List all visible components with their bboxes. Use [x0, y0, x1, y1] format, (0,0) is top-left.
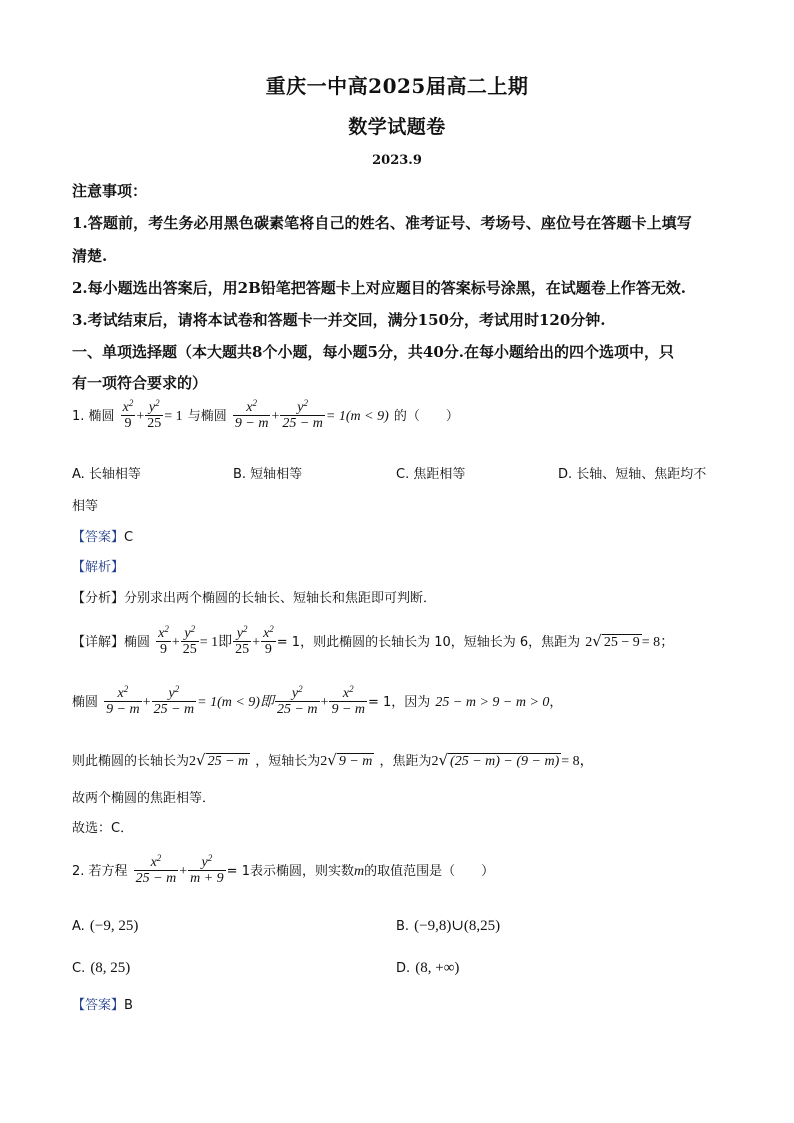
notes-heading: 注意事项： [72, 182, 148, 200]
note-2: 2.每小题选出答案后，用2B铅笔把答题卡上对应题目的答案标号涂黑，在试题卷上作答无效. [72, 279, 687, 297]
q1-detail-line-2: 椭圆 $\frac{x^2}{9 - m}$ + $\frac{y^2}{25 - m}$ = 1(m < 9)即 $\frac{y^2}{25 - m}$ + $\frac{x^2}{9 - m}$ = 1，因为 25 − m > 9 − m > 0， [72, 684, 563, 717]
fraction: $\frac{y^2}{25}$ [235, 624, 250, 657]
exam-date: 2023.9 [372, 153, 422, 168]
q1-conclusion: 故两个椭圆的焦距相等． [72, 791, 216, 806]
q1-detail-line-1: 【详解】椭圆 $\frac{x^2}{9}$ + $\frac{y^2}{25}$ = 1即 $\frac{y^2}{25}$ + $\frac{x^2}{9}$ = 1，则此椭圆的长轴长为 10，短轴长为 6，焦距为 2√ 25 − 9 = 8； [72, 624, 675, 657]
fraction: $\frac{x^2}{9 - m}$ [106, 684, 140, 717]
fraction: $\frac{y^2}{m + 9}$ [190, 853, 224, 886]
q1-fenxi: 【分析】分别求出两个椭圆的长轴长、短轴长和焦距即可判断． [72, 591, 437, 606]
fraction: $\frac{x^2}{25 - m}$ [135, 853, 177, 886]
q1-detail-line-3: 则此椭圆的长轴长为2√ 25 − m ，短轴长为2√ 9 − m ，焦距为2√ (25 − m) − (9 − m) = 8， [72, 751, 594, 769]
q1-choose: 故选：C． [72, 821, 134, 836]
note-1-cont: 清楚. [72, 247, 108, 265]
q2-option-a[interactable]: A. (−9, 25) [72, 918, 139, 934]
fraction: $\frac{y^2}{25}$ [182, 624, 197, 657]
fraction: $\frac{y^2}{25 - m}$ [276, 684, 318, 717]
q1-option-b[interactable]: B. 短轴相等 [233, 467, 303, 482]
fraction: $\frac{x^2}{9}$ [122, 398, 134, 431]
section-heading: 一、单项选择题（本大题共8个小题，每小题5分，共40分.在每小题给出的四个选项中，只 [72, 343, 674, 361]
q1-answer: 【答案】C [72, 530, 134, 545]
fraction: $\frac{x^2}{9}$ [263, 624, 274, 657]
q1-option-a[interactable]: A. 长轴相等 [72, 467, 141, 482]
exam-title: 重庆一中高2025届高二上期 [265, 74, 529, 98]
section-heading-cont: 有一项符合要求的） [72, 374, 208, 392]
q1-option-d[interactable]: D. 长轴、短轴、焦距均不 [558, 467, 707, 482]
q2-answer: 【答案】B [72, 998, 133, 1013]
question-2-stem: 2. 若方程 $\frac{x^2}{25 - m}$ + $\frac{y^2}{m + 9}$ = 1表示椭圆，则实数m的取值范围是（ ） [72, 853, 495, 886]
fraction: $\frac{x^2}{9}$ [158, 624, 169, 657]
fraction: $\frac{y^2}{25}$ [147, 398, 162, 431]
q2-option-d[interactable]: D. (8, +∞) [396, 960, 460, 976]
note-3: 3.考试结束后，请将本试卷和答题卡一并交回，满分150分，考试用时120分钟. [72, 311, 606, 329]
fraction: $\frac{x^2}{9 - m}$ [234, 398, 269, 431]
question-1-stem: 1. 椭圆 $\frac{x^2}{9}$ + $\frac{y^2}{25}$ = 1 与椭圆 $\frac{x^2}{9 - m}$ + $\frac{y^2}{25 - m}$ = 1(m < 9) 的（ ） [72, 398, 459, 431]
fraction: $\frac{y^2}{25 - m}$ [282, 398, 323, 431]
q2-option-b[interactable]: B. (−9,8)∪(8,25) [396, 918, 501, 934]
q1-analysis-tag: 【解析】 [72, 560, 125, 575]
q1-option-d-cont: 相等 [72, 499, 99, 514]
exam-subtitle: 数学试题卷 [348, 116, 446, 138]
fraction: $\frac{x^2}{9 - m}$ [331, 684, 366, 717]
q1-option-c[interactable]: C. 焦距相等 [396, 467, 466, 482]
fraction: $\frac{y^2}{25 - m}$ [153, 684, 195, 717]
q2-option-c[interactable]: C. (8, 25) [72, 960, 131, 976]
note-1: 1.答题前，考生务必用黑色碳素笔将自己的姓名、准考证号、考场号、座位号在答题卡上填写 [72, 214, 692, 232]
